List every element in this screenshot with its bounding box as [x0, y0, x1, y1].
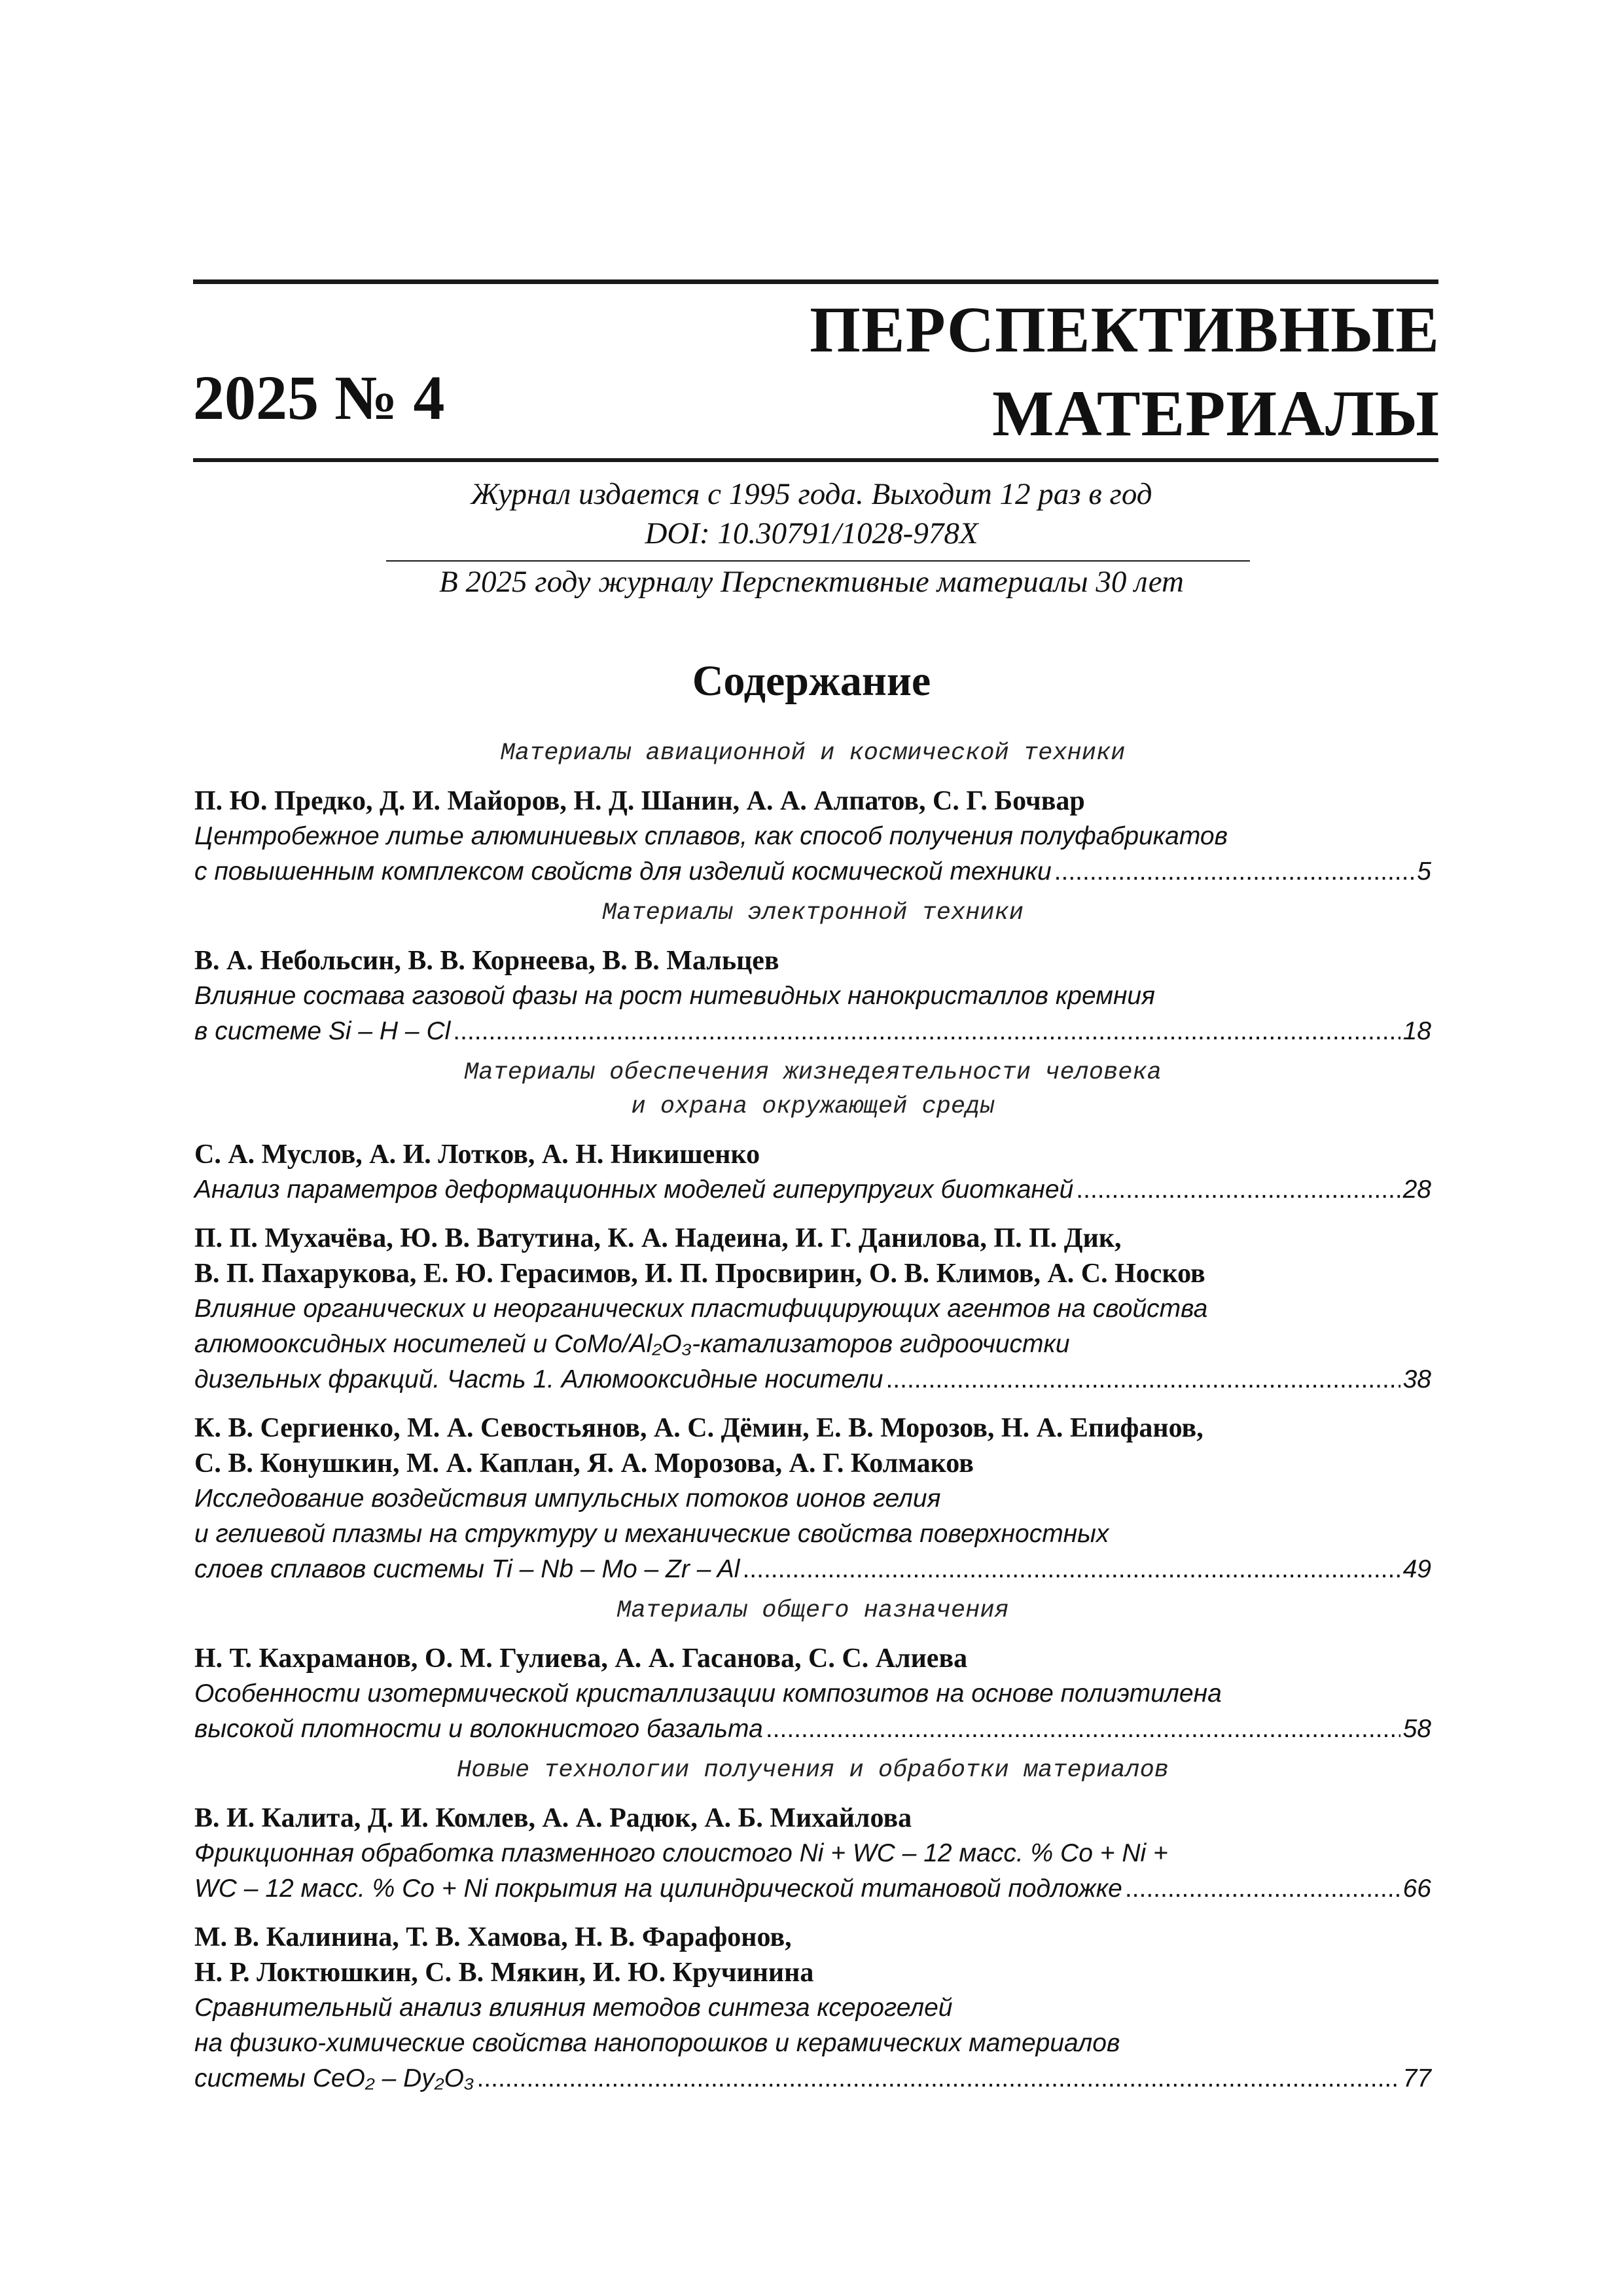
entry-title-line: WC – 12 масс. % Co + Ni покрытия на цилиндрической титановой подложке: [194, 1874, 1122, 1903]
top-rule: [193, 279, 1438, 284]
entry-authors: К. В. Сергиенко, М. А. Севостьянов, А. С. Дёмин, Е. В. Морозов, Н. А. Епифанов,: [194, 1413, 1204, 1443]
journal-title: [810, 288, 1440, 456]
entry-authors: П. П. Мухачёва, Ю. В. Ватутина, К. А. Надеина, И. Г. Данилова, П. П. Дик,: [194, 1223, 1122, 1253]
dot-leader: [885, 1362, 1400, 1397]
entry-authors: В. П. Пахарукова, Е. Ю. Герасимов, И. П. Просвирин, О. В. Климов, А. С. Носков: [194, 1259, 1205, 1289]
entry-title-line: Центробежное литье алюминиевых сплавов, как способ получения полуфабрикатов: [194, 822, 1228, 850]
page-number: 49: [1402, 1555, 1431, 1583]
entry-authors: Н. Т. Кахраманов, О. М. Гулиева, А. А. Гасанова, С. С. Алиева: [194, 1643, 968, 1674]
section-heading: Материалы электронной техники: [602, 899, 1024, 927]
entry-title-line: Фрикционная обработка плазменного слоистого Ni + WC – 12 масс. % Co + Ni +: [194, 1839, 1168, 1867]
entry-title-line: Влияние органических и неорганических пластифицирующих агентов на свойства: [194, 1295, 1208, 1323]
entry-authors: В. А. Небольсин, В. В. Корнеева, В. В. Мальцев: [194, 946, 779, 976]
page-number: 18: [1402, 1017, 1431, 1045]
dot-leader: [453, 1014, 1400, 1049]
entry-title-last-line: [194, 854, 1431, 889]
entry-title-line: дизельных фракций. Часть 1. Алюмооксидные носители: [194, 1365, 883, 1393]
section-heading: и охрана окружающей среды: [631, 1093, 995, 1121]
entry-authors: С. В. Конушкин, М. А. Каплан, Я. А. Морозова, А. Г. Колмаков: [194, 1448, 974, 1479]
page-number: 58: [1402, 1715, 1431, 1743]
dot-leader: [766, 1712, 1400, 1747]
section-heading: Материалы авиационной и космической техники: [500, 740, 1126, 767]
entry-authors: Н. Р. Локтюшкин, С. В. Мякин, И. Ю. Кручинина: [194, 1958, 814, 1988]
journal-title-line2: МАТЕРИАЛЫ: [992, 377, 1440, 450]
page-number: 77: [1402, 2064, 1431, 2092]
dot-leader: [1054, 854, 1415, 889]
page-number: 38: [1402, 1365, 1431, 1393]
page-number: 66: [1402, 1874, 1431, 1903]
toc-entry[interactable]: [194, 1137, 1431, 1208]
toc-entry[interactable]: [194, 1410, 1431, 1587]
entry-title-line: и гелиевой плазмы на структуру и механические свойства поверхностных: [194, 1520, 1109, 1548]
entry-authors: М. В. Калинина, Т. В. Хамова, Н. В. Фарафонов,: [194, 1922, 792, 1952]
dot-leader: [1076, 1172, 1400, 1208]
entry-title-last-line: [194, 2061, 1431, 2096]
entry-title-last-line: [194, 1552, 1431, 1587]
anniversary-note: В 2025 году журналу Перспективные материалы 30 лет: [439, 565, 1184, 599]
contents-heading: Содержание: [692, 657, 931, 705]
entry-title-last-line: [194, 1014, 1431, 1049]
dot-leader: [476, 2061, 1400, 2096]
entry-authors: В. И. Калита, Д. И. Комлев, А. А. Радюк, А. Б. Михайлова: [194, 1803, 912, 1833]
entry-title-last-line: [194, 1871, 1431, 1907]
dot-leader: [742, 1552, 1400, 1587]
entry-title-line: алюмооксидных носителей и CoMo/Al₂O₃-катализаторов гидроочистки: [194, 1330, 1070, 1358]
entry-title-line: Особенности изотермической кристаллизации композитов на основе полиэтилена: [194, 1679, 1222, 1708]
toc-entry[interactable]: [194, 783, 1431, 889]
entry-title-line: Влияние состава газовой фазы на рост нитевидных нанокристаллов кремния: [194, 982, 1155, 1010]
doi: DOI: 10.30791/1028-978X: [645, 516, 978, 550]
entry-title-last-line: [194, 1172, 1431, 1208]
dot-leader: [1125, 1871, 1400, 1907]
toc-entry[interactable]: [194, 1920, 1431, 2096]
entry-title-line: с повышенным комплексом свойств для изделий космической техники: [194, 857, 1052, 886]
entry-title-line: Анализ параметров деформационных моделей гиперупругих биотканей: [194, 1175, 1074, 1204]
entry-title-line: системы CeO₂ – Dy₂O₃: [194, 2064, 474, 2092]
toc-entry[interactable]: [194, 1801, 1431, 1907]
toc-entry[interactable]: [194, 1641, 1431, 1747]
toc-entry[interactable]: [194, 1221, 1431, 1397]
entry-title-line: высокой плотности и волокнистого базальта: [194, 1715, 763, 1743]
entry-authors: С. А. Муслов, А. И. Лотков, А. Н. Никишенко: [194, 1139, 760, 1170]
section-heading: Материалы обеспечения жизнедеятельности человека: [464, 1059, 1162, 1086]
issue-number: 2025 № 4: [193, 363, 445, 433]
page-number: 28: [1402, 1175, 1431, 1204]
table-of-contents: [194, 736, 1431, 2103]
info-divider: [386, 560, 1250, 562]
entry-title-line: слоев сплавов системы Ti – Nb – Mo – Zr – Al: [194, 1555, 740, 1583]
journal-title-line1: ПЕРСПЕКТИВНЫЕ: [810, 293, 1440, 366]
entry-title-line: Исследование воздействия импульсных потоков ионов гелия: [194, 1484, 941, 1513]
page-number: 5: [1417, 857, 1431, 886]
section-heading: Новые технологии получения и обработки материалов: [457, 1757, 1169, 1784]
toc-entry[interactable]: [194, 943, 1431, 1049]
entry-title-last-line: [194, 1712, 1431, 1747]
masthead-bottom-rule: [193, 458, 1438, 462]
entry-title-line: Сравнительный анализ влияния методов синтеза ксерогелей: [194, 1994, 953, 2022]
entry-title-line: в системе Si – H – Cl: [194, 1017, 451, 1045]
entry-title-last-line: [194, 1362, 1431, 1397]
publication-info: Журнал издается с 1995 года. Выходит 12 раз в год: [471, 477, 1152, 511]
section-heading: Материалы общего назначения: [616, 1597, 1009, 1624]
entry-title-line: на физико-химические свойства нанопорошков и керамических материалов: [194, 2029, 1120, 2057]
entry-authors: П. Ю. Предко, Д. И. Майоров, Н. Д. Шанин, А. А. Алпатов, С. Г. Бочвар: [194, 786, 1085, 816]
